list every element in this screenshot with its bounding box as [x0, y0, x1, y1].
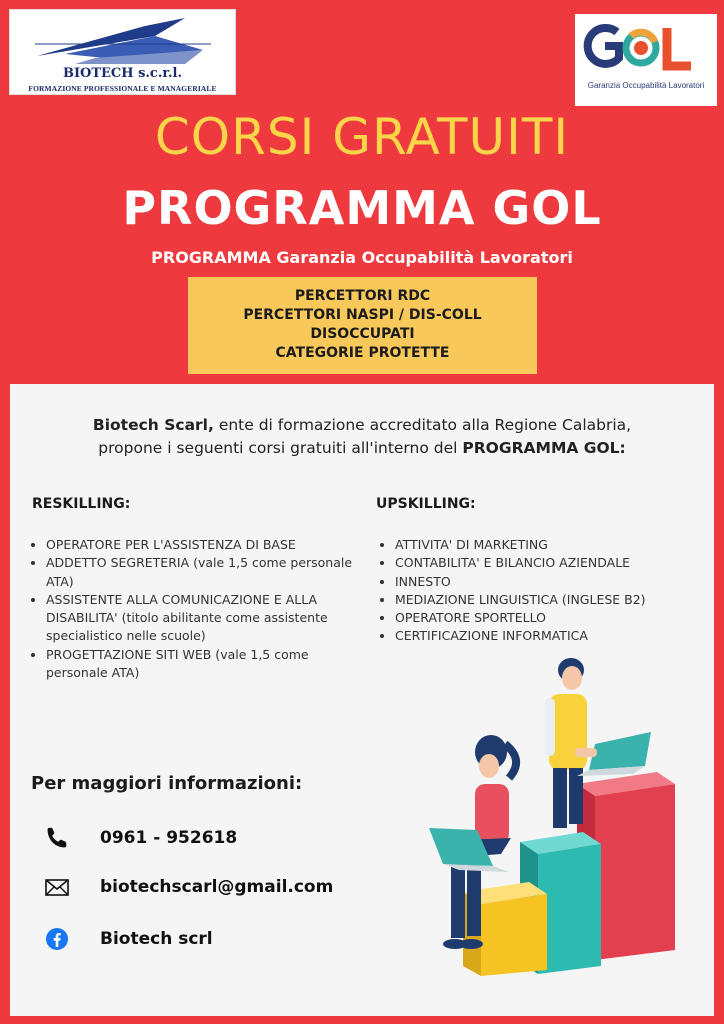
- list-item: • ADDETTO SEGRETERIA (vale 1,5 come personale ATA): [46, 554, 366, 591]
- phone-icon: [44, 825, 70, 851]
- people-with-laptops-illustration: [405, 654, 695, 984]
- upskilling-title: UPSKILLING:: [376, 496, 476, 512]
- target-group: PERCETTORI RDC: [294, 288, 431, 304]
- page-subtitle: PROGRAMMA GOL: [122, 181, 602, 235]
- list-item: • MEDIAZIONE LINGUISTICA (INGLESE B2): [395, 591, 715, 609]
- reskilling-list: [30, 536, 366, 682]
- intro-text: [10, 414, 714, 460]
- target-group: PERCETTORI NASPI / DIS-COLL: [243, 307, 482, 323]
- list-item: • OPERATORE SPORTELLO: [395, 609, 715, 627]
- gol-logo: [575, 14, 717, 106]
- contacts-title: Per maggiori informazioni:: [31, 773, 303, 794]
- gol-tagline: Garanzia Occupabilità Lavoratori: [587, 81, 705, 90]
- intro-program: PROGRAMMA GOL:: [462, 439, 626, 457]
- email-address: biotechscarl@gmail.com: [100, 877, 334, 897]
- program-tagline: PROGRAMMA Garanzia Occupabilità Lavoratori: [151, 248, 573, 267]
- gol-wordmark-icon: [575, 14, 717, 80]
- list-item: • OPERATORE PER L'ASSISTENZA DI BASE: [46, 536, 366, 554]
- list-item: • CERTIFICAZIONE INFORMATICA: [395, 627, 715, 645]
- target-group: CATEGORIE PROTETTE: [275, 345, 450, 361]
- phone-number: 0961 - 952618: [100, 828, 238, 848]
- target-group: DISOCCUPATI: [310, 326, 415, 342]
- reskilling-title: RESKILLING:: [32, 496, 131, 512]
- mail-icon: [44, 874, 70, 900]
- biotech-plane-icon: [35, 14, 211, 66]
- intro-org: Biotech Scarl,: [92, 416, 214, 434]
- list-item: • ASSISTENTE ALLA COMUNICAZIONE E ALLA DISABILITA' (titolo abilitante come assistente specialistico nelle scuole): [46, 591, 366, 646]
- intro-line1: ente di formazione accreditato alla Regione Calabria,: [213, 416, 632, 434]
- list-item: • INNESTO: [395, 573, 715, 591]
- facebook-icon: [44, 926, 70, 952]
- biotech-name: BIOTECH s.c.r.l.: [62, 66, 183, 81]
- page-title: CORSI GRATUITI: [154, 108, 570, 166]
- facebook-page: Biotech scrl: [100, 929, 213, 949]
- content-panel: [10, 384, 714, 1016]
- list-item: • PROGETTAZIONE SITI WEB (vale 1,5 come personale ATA): [46, 646, 366, 683]
- intro-line2: propone i seguenti corsi gratuiti all'interno del: [98, 439, 463, 457]
- biotech-tagline: FORMAZIONE PROFESSIONALE E MANAGERIALE: [28, 84, 217, 93]
- biotech-logo: [9, 9, 236, 95]
- list-item: • CONTABILITA' E BILANCIO AZIENDALE: [395, 554, 715, 572]
- list-item: • ATTIVITA' DI MARKETING: [395, 536, 715, 554]
- upskilling-list: [379, 536, 715, 646]
- target-groups-box: [188, 277, 537, 374]
